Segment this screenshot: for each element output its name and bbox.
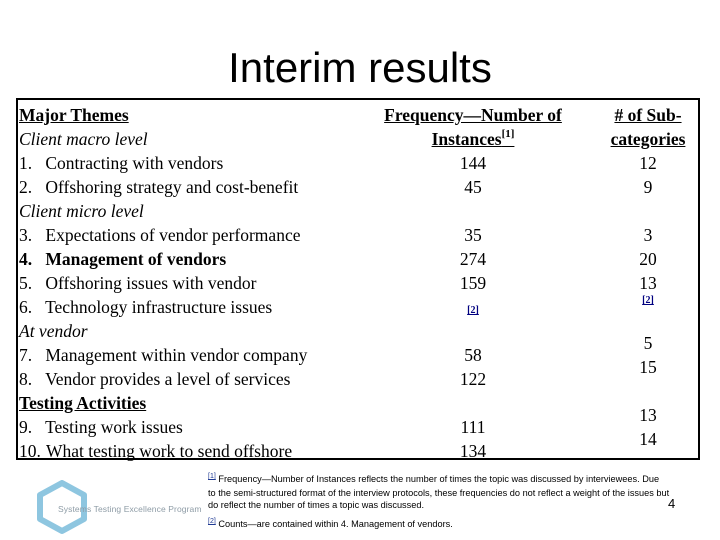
theme-row-9 — [19, 415, 369, 439]
theme-label: Offshoring strategy and cost-benefit — [45, 177, 299, 197]
frequency-value: 144 — [459, 153, 487, 173]
frequency-column — [368, 103, 578, 463]
blank-row — [593, 379, 703, 403]
theme-number: 1. — [19, 153, 33, 173]
frequency-value: 274 — [459, 249, 487, 269]
theme-row-5 — [19, 271, 369, 295]
blank-row — [368, 199, 578, 223]
theme-row-8 — [19, 367, 369, 391]
subcat-value: 3 — [643, 225, 653, 245]
slide-title: Interim results — [228, 44, 492, 91]
subcat-footnote-row — [593, 285, 703, 309]
frequency-header-line1: Frequency—Number of — [384, 105, 562, 125]
subcat-value: 13 — [639, 405, 657, 425]
theme-label: Expectations of vendor performance — [45, 225, 301, 245]
subcat-value: 12 — [639, 153, 657, 173]
theme-row-7 — [19, 343, 369, 367]
frequency-value: 159 — [459, 273, 487, 293]
theme-number: 5. — [19, 273, 33, 293]
theme-row-3 — [19, 223, 369, 247]
results-table — [16, 98, 700, 460]
group-client-macro: Client macro level — [19, 129, 148, 149]
footnote-1-line2: to the semi-structured format of the interview protocols, these frequencies do not reflect a weight of the issues but — [208, 488, 670, 498]
theme-row-10 — [19, 439, 369, 463]
blank-row — [593, 309, 703, 333]
themes-column — [19, 103, 369, 463]
frequency-footnote-row — [368, 295, 578, 319]
group-client-micro: Client micro level — [19, 201, 144, 221]
theme-number: 4. — [19, 249, 33, 269]
theme-row-2 — [19, 175, 369, 199]
theme-row-6 — [19, 295, 369, 319]
theme-label: Offshoring issues with vendor — [45, 273, 257, 293]
subcat-header-line1: # of Sub- — [614, 105, 682, 125]
theme-label: Management within vendor company — [45, 345, 308, 365]
footnote-2-text: Counts—are contained within 4. Management of vendors. — [218, 519, 453, 529]
theme-number: 9. — [19, 417, 33, 437]
footnote-ref-2[interactable]: [2] — [642, 295, 654, 306]
group-at-vendor: At vendor — [19, 321, 88, 341]
theme-label: Testing work issues — [45, 417, 183, 437]
group-testing-activities: Testing Activities — [19, 393, 147, 413]
theme-label: Management of vendors — [45, 249, 227, 269]
footnote-1-line1: Frequency—Number of Instances reflects the number of times the topic was discussed by interviewees. Due — [218, 474, 660, 484]
subcat-value: 20 — [639, 249, 657, 269]
footnote-mark-1[interactable]: [1] — [208, 473, 216, 480]
footnote-1 — [208, 473, 708, 511]
footnote-ref-2[interactable]: [2] — [467, 305, 479, 316]
subcat-value: 14 — [639, 429, 657, 449]
theme-label: Technology infrastructure issues — [45, 297, 273, 317]
blank-row — [593, 199, 703, 223]
themes-header: Major Themes — [19, 105, 129, 125]
frequency-value: 45 — [464, 177, 482, 197]
subcat-header-line2: categories — [610, 129, 686, 149]
subcat-value: 13 — [639, 273, 657, 293]
program-logo-text: Systems Testing Excellence Program — [58, 504, 202, 514]
subcat-value: 15 — [639, 357, 657, 377]
blank-row — [368, 391, 578, 415]
footnote-1-line3: do reflect the number of times a topic was discussed. — [208, 500, 425, 510]
theme-number: 6. — [19, 297, 33, 317]
theme-number: 7. — [19, 345, 33, 365]
footnote-2 — [208, 518, 708, 532]
frequency-value: 58 — [464, 345, 482, 365]
frequency-header-line2 — [368, 127, 578, 151]
theme-number: 3. — [19, 225, 33, 245]
frequency-value: 111 — [460, 417, 486, 437]
subcategories-column — [593, 103, 703, 451]
theme-number: 8. — [19, 369, 33, 389]
theme-number: 2. — [19, 177, 33, 197]
frequency-header-text: Instances — [431, 129, 502, 149]
theme-number: 10. — [19, 441, 41, 461]
subcat-value: 5 — [643, 333, 653, 353]
subcat-value: 9 — [643, 177, 653, 197]
theme-row-1 — [19, 151, 369, 175]
page-number: 4 — [668, 496, 676, 511]
frequency-value: 134 — [459, 441, 487, 461]
theme-row-4 — [19, 247, 369, 271]
theme-label: Vendor provides a level of services — [45, 369, 291, 389]
theme-label: What testing work to send offshore — [46, 441, 293, 461]
theme-label: Contracting with vendors — [45, 153, 224, 173]
footnote-ref-1[interactable]: [1] — [501, 128, 515, 140]
footnote-mark-2[interactable]: [2] — [208, 518, 216, 525]
frequency-value: 122 — [459, 369, 487, 389]
blank-row — [368, 319, 578, 343]
frequency-value: 35 — [464, 225, 482, 245]
